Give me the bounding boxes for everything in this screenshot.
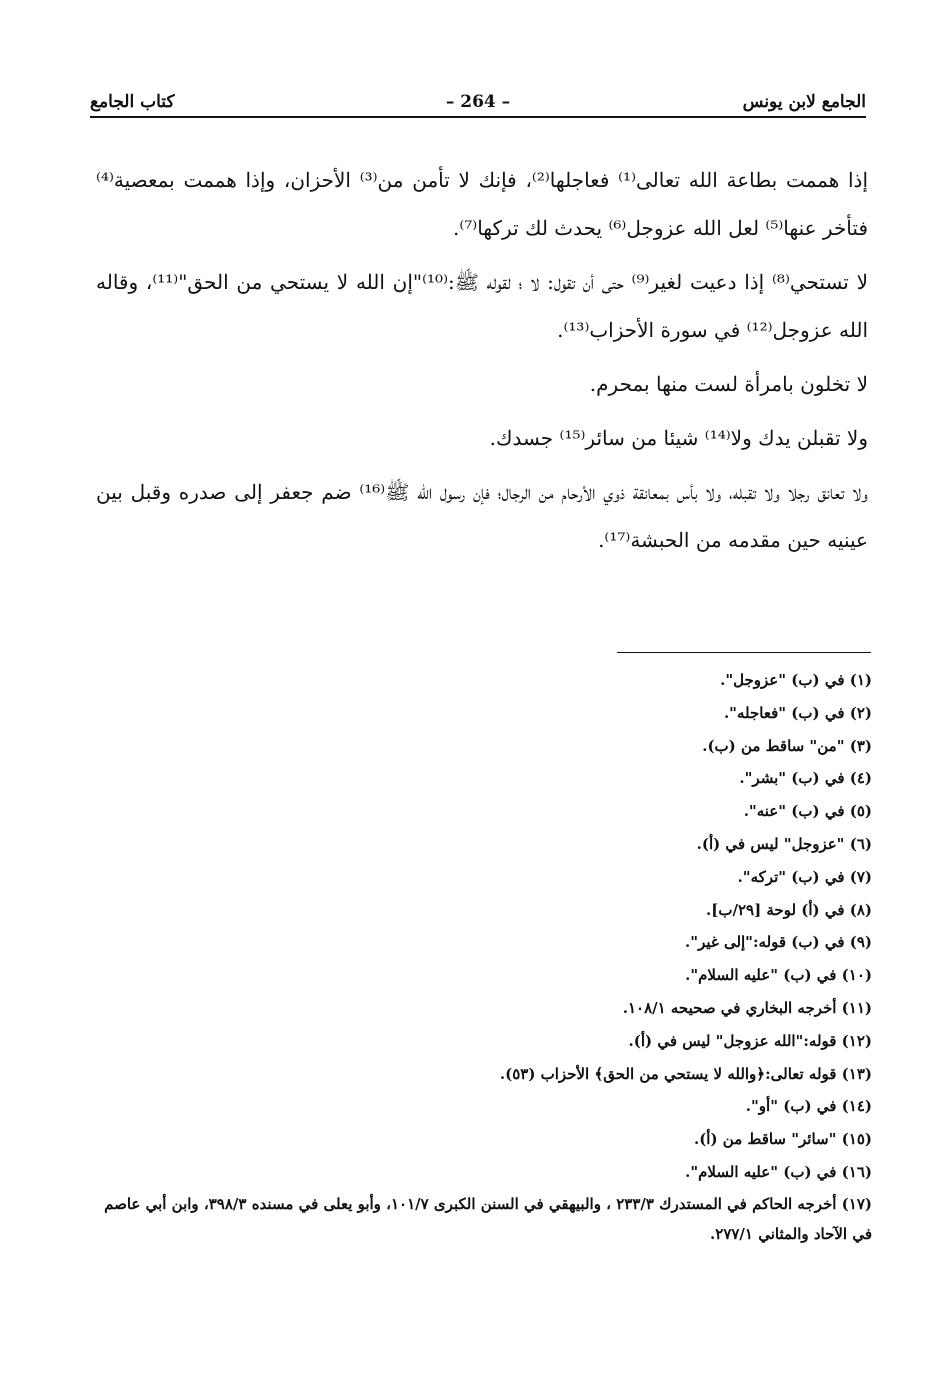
footnotes bbox=[92, 664, 872, 1249]
footnote: (٥) في (ب) "عنه". bbox=[743, 802, 872, 821]
paragraph: ولا تقبلن يدك ولا⁽¹⁴⁾ شيئا من سائر⁽¹⁵⁾ جسدك. bbox=[489, 426, 868, 450]
footnote: (٦) "عزوجل" ليس في (أ). bbox=[696, 834, 872, 853]
footnote: (٢) في (ب) "فعاجله". bbox=[723, 703, 872, 722]
footnote: (٤) في (ب) "بشر". bbox=[739, 769, 872, 788]
footnote: (١٤) في (ب) "أو". bbox=[745, 1097, 872, 1116]
footnote: (١) في (ب) "عزوجل". bbox=[720, 671, 872, 689]
footnote: (٨) في (أ) لوحة [٢٩/ب]. bbox=[706, 900, 872, 919]
footnote: (١٢) قوله:"الله عزوجل" ليس في (أ). bbox=[628, 1031, 872, 1050]
footnote: (١٦) في (ب) "عليه السلام". bbox=[685, 1162, 872, 1181]
page-header bbox=[90, 86, 866, 118]
footnote: (١٥) "سائر" ساقط من (أ). bbox=[693, 1130, 872, 1149]
main-text bbox=[96, 156, 868, 570]
footnote: (١٠) في (ب) "عليه السلام". bbox=[685, 966, 872, 985]
footnote: (١٣) قوله تعالى:﴿والله لا يستحي من الحق﴾ الأحزاب (٥٣). bbox=[499, 1064, 872, 1083]
footnote: (٩) في (ب) قوله:"إلى غير". bbox=[685, 933, 872, 952]
page-number: – 264 – bbox=[445, 92, 511, 112]
paragraph: لا تستحي⁽⁸⁾ إذا دعيت لغير⁽⁹⁾ حتى أن تقول: لا ؛ لقوله ﷺ:⁽¹⁰⁾"إن الله لا يستحي من الحق"⁽¹¹⁾، وقاله الله عزوجل⁽¹²⁾ في سورة الأحزاب⁽¹³⁾. bbox=[96, 270, 869, 342]
section-title: كتاب الجامع bbox=[90, 92, 175, 112]
book-title: الجامع لابن يونس bbox=[742, 92, 866, 112]
footnote-separator bbox=[617, 652, 871, 653]
footnote: (١٧) أخرجه الحاكم في المستدرك ٢٣٣/٣ ، والبيهقي في السنن الكبرى ١٠١/٧، وأبو يعلى في مسنده ٣٩٨/٣، وابن أبي عاصم في الآحاد والمثاني ٢٧٧/١. bbox=[104, 1194, 872, 1243]
footnote: (٧) في (ب) "تركه". bbox=[737, 867, 872, 886]
paragraph: لا تخلون بامرأة لست منها بمحرم. bbox=[589, 372, 868, 396]
footnote: (٣) "من" ساقط من (ب). bbox=[702, 736, 872, 755]
footnote: (١١) أخرجه البخاري في صحيحه ١٠٨/١. bbox=[622, 998, 872, 1017]
paragraph: إذا هممت بطاعة الله تعالى⁽¹⁾ فعاجلها⁽²⁾، فإنك لا تأمن من⁽³⁾ الأحزان، وإذا هممت بمعصية⁽⁴⁾ فتأخر عنها⁽⁵⁾ لعل الله عزوجل⁽⁶⁾ يحدث لك تركها⁽⁷⁾. bbox=[96, 168, 868, 240]
paragraph: ولا تعانق رجلا ولا تقبله، ولا بأس بمعانقة ذوي الأرحام من الرجال؛ فإن رسول الله ﷺ⁽¹⁶⁾ ضم جعفر إلى صدره وقبل بين عينيه حين مقدمه من الحبشة⁽¹⁷⁾. bbox=[96, 480, 868, 552]
